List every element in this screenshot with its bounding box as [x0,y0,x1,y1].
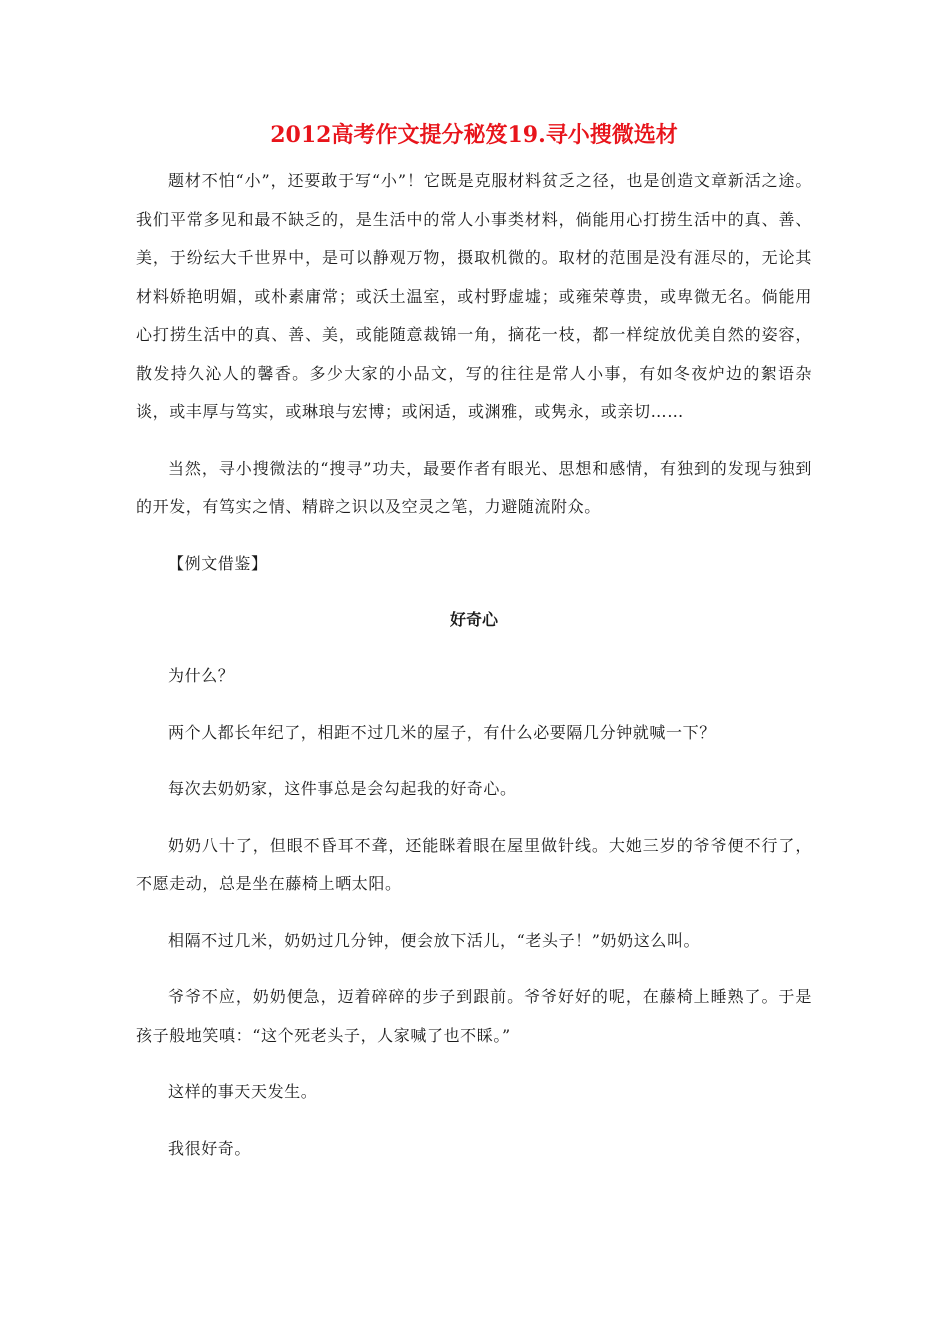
page-title: 2012高考作文提分秘笈19.寻小搜微选材 [270,122,678,148]
essay-paragraph: 相隔不过几米，奶奶过几分钟，便会放下活儿，“老头子！”奶奶这么叫。 [168,930,701,950]
essay-paragraph: 奶奶八十了，但眼不昏耳不聋，还能眯着眼在屋里做针线。大她三岁的爷爷便不行了，不愿走动，总是坐在藤椅上晒太阳。 [136,835,812,893]
section-label: 【例文借鉴】 [168,553,268,573]
intro-paragraph: 题材不怕“小”，还要敢于写“小”！它既是克服材料贫乏之径，也是创造文章新活之途。我们平常多见和最不缺乏的，是生活中的常人小事类材料，倘能用心打捞生活中的真、善、美，于纷纭大千世界中，是可以静观万物，摄取机微的。取材的范围是没有涯尽的，无论其材料娇艳明媚，或朴素庸常；或沃土温室，或村野虚墟；或雍荣尊贵，或卑微无名。倘能用心打捞生活中的真、善、美，或能随意裁锦一角，摘花一枝，都一样绽放优美自然的姿容，散发持久沁人的馨香。多少大家的小品文，写的往往是常人小事，有如冬夜炉边的絮语杂谈，或丰厚与笃实，或琳琅与宏博；或闲适，或渊雅，或隽永，或亲切…… [136,171,812,421]
essay-paragraph: 我很好奇。 [168,1138,252,1158]
intro-paragraph: 当然，寻小搜微法的“搜寻”功夫，最要作者有眼光、思想和感情，有独到的发现与独到的开发，有笃实之情、精辟之识以及空灵之笔，力避随流附众。 [136,458,812,516]
essay-paragraph: 两个人都长年纪了，相距不过几米的屋子，有什么必要隔几分钟就喊一下？ [168,722,716,742]
essay-paragraph: 爷爷不应，奶奶便急，迈着碎碎的步子到跟前。爷爷好好的呢，在藤椅上睡熟了。于是孩子般地笑嗔：“这个死老头子，人家喊了也不睬。” [136,987,812,1045]
essay-paragraph: 为什么？ [168,666,235,685]
essay-title: 好奇心 [449,610,498,629]
document-page [136,118,812,1186]
essay-paragraph: 这样的事天天发生。 [168,1082,318,1101]
essay-paragraph: 每次去奶奶家，这件事总是会勾起我的好奇心。 [168,779,517,798]
